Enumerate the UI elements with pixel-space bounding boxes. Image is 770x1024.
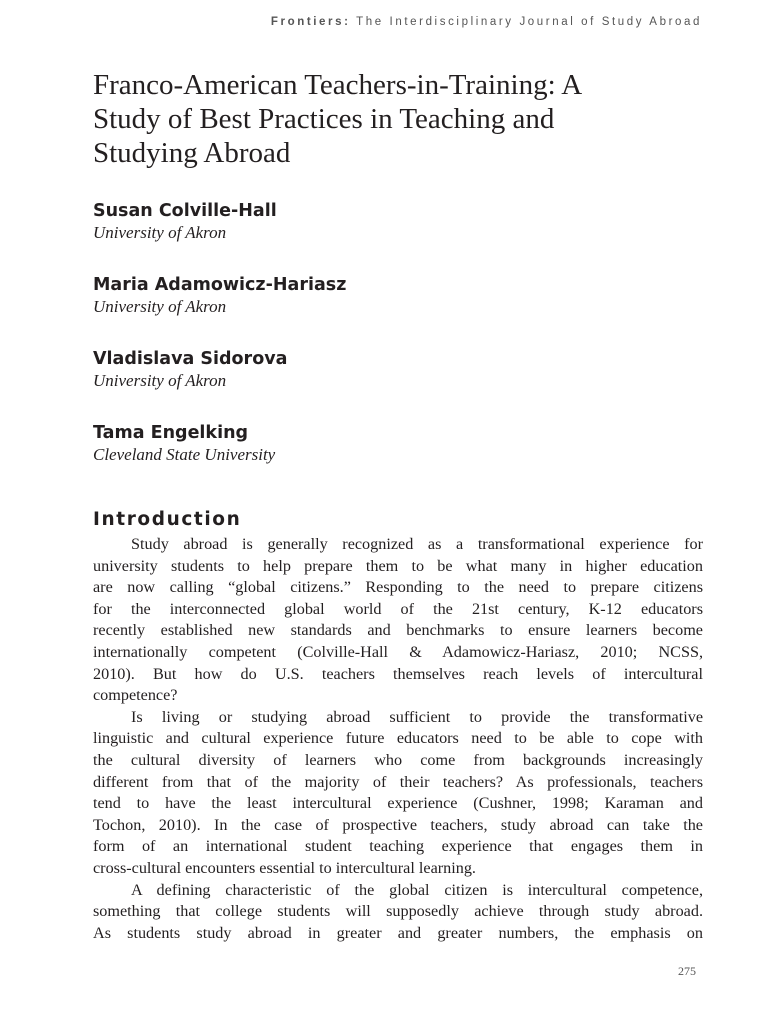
body-line: Tochon, 2010). In the case of prospective teachers, study abroad can take the (93, 815, 703, 834)
introduction-body (93, 534, 703, 944)
author-affiliation: University of Akron (93, 371, 227, 390)
title-line: Franco-American Teachers-in-Training: A (93, 69, 583, 101)
body-line: something that college students will supposedly achieve through study abroad. (93, 902, 703, 921)
page-number: 275 (678, 964, 696, 978)
body-line: As students study abroad in greater and greater numbers, the emphasis on (93, 923, 703, 942)
author-affiliation: University of Akron (93, 297, 227, 316)
body-line: competence? (93, 686, 178, 705)
title-line: Studying Abroad (93, 137, 291, 169)
body-line: tend to have the least intercultural experience (Cushner, 1998; Karaman and (93, 794, 703, 813)
author-block (93, 274, 346, 318)
title-line: Study of Best Practices in Teaching and (93, 103, 555, 135)
body-line: internationally competent (Colville-Hall & Adamowicz-Hariasz, 2010; NCSS, (93, 642, 703, 661)
author-name: Susan Colville-Hall (93, 201, 277, 221)
body-line: recently established new standards and benchmarks to ensure learners become (93, 621, 703, 640)
author-name: Vladislava Sidorova (93, 349, 288, 369)
body-line: linguistic and cultural experience future educators need to be able to cope with (93, 729, 703, 748)
body-line: Study abroad is generally recognized as a transformational experience for (131, 535, 703, 553)
article-title (93, 68, 713, 170)
author-name: Maria Adamowicz-Hariasz (93, 275, 347, 295)
body-line: 2010). But how do U.S. teachers themselves reach levels of intercultural (93, 664, 703, 683)
body-line: cross-cultural encounters essential to intercultural learning. (93, 858, 476, 877)
author-affiliation: Cleveland State University (93, 445, 276, 464)
body-line: university students to help prepare them to be what many in higher education (93, 556, 703, 575)
body-line: form of an international student teaching experience that engages them in (93, 837, 703, 856)
section-heading-introduction: Introduction (93, 509, 242, 530)
body-line: A defining characteristic of the global citizen is intercultural competence, (131, 880, 703, 899)
author-affiliation: University of Akron (93, 223, 227, 242)
running-head (271, 16, 702, 28)
author-block (93, 348, 287, 392)
body-line: for the interconnected global world of the 21st century, K-12 educators (93, 599, 703, 618)
body-line: different from that of the majority of their teachers? As professionals, teachers (93, 772, 703, 791)
body-line: are now calling “global citizens.” Responding to the need to prepare citizens (93, 578, 703, 597)
body-line: the cultural diversity of learners who come from backgrounds increasingly (93, 750, 703, 769)
body-line: Is living or studying abroad sufficient to provide the transformative (131, 707, 703, 726)
author-block (93, 200, 277, 244)
journal-name: Frontiers: (270, 16, 351, 28)
author-block (93, 422, 275, 466)
author-name: Tama Engelking (93, 423, 249, 443)
journal-subtitle: The Interdisciplinary Journal of Study Abroad (356, 16, 702, 28)
